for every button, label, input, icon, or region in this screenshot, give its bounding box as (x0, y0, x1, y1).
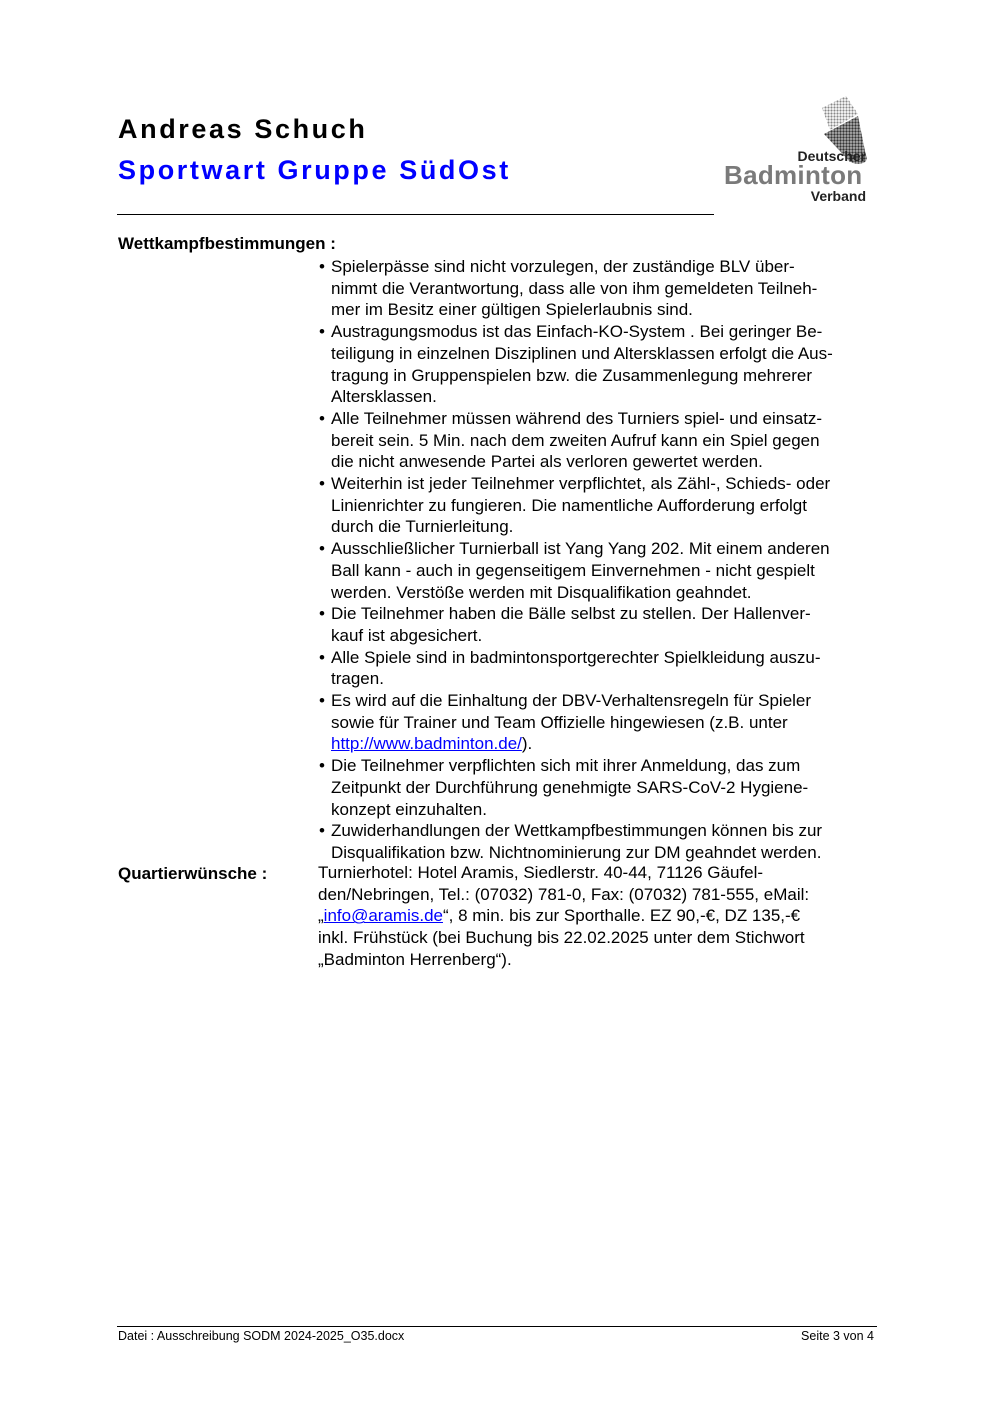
bullet-dot-icon: • (319, 691, 325, 711)
bullet-item (318, 820, 888, 863)
bullet-item (318, 538, 888, 603)
footer-page-number: Seite 3 von 4 (801, 1329, 874, 1343)
bullet-line: teiligung in einzelnen Disziplinen und Altersklassen erfolgt die Aus- (331, 343, 833, 363)
bullet-dot-icon: • (319, 821, 325, 841)
quartier-line: „Badminton Herrenberg“). (318, 949, 512, 969)
quartier-line: inkl. Frühstück (bei Buchung bis 22.02.2025 unter dem Stichwort (318, 928, 805, 948)
quote-open: „ (318, 906, 324, 926)
bullet-dot-icon: • (319, 474, 325, 494)
bullet-line: tragen. (331, 669, 384, 689)
bullet-dot-icon: • (319, 257, 325, 276)
quartier-text (318, 862, 888, 971)
bullet-line: Ball kann - auch in gegenseitigem Einvernehmen - nicht gespielt (331, 560, 815, 580)
wettkampf-bullet-list (318, 256, 888, 864)
bullet-item (318, 408, 888, 473)
bullet-line: konzept einzuhalten. (331, 799, 487, 819)
bullet-item (318, 256, 888, 321)
bullet-line (331, 733, 888, 755)
bullet-item (318, 603, 888, 646)
bullet-line: Disqualifikation bzw. Nichtnominierung zur DM geahndet werden. (331, 842, 822, 862)
bullet-dot-icon: • (319, 539, 325, 559)
bullet-line: Spielerpässe sind nicht vorzulegen, der zuständige BLV über- (331, 257, 795, 276)
author-role: Sportwart Gruppe SüdOst (118, 155, 511, 185)
bullet-dot-icon: • (319, 408, 325, 428)
bullet-line: Die Teilnehmer haben die Bälle selbst zu stellen. Der Hallenver- (331, 604, 811, 624)
header-divider (117, 214, 714, 215)
bullet-item (318, 473, 888, 538)
bullet-dot-icon: • (319, 604, 325, 624)
bullet-dot-icon: • (319, 647, 325, 667)
bullet-item (318, 755, 888, 820)
footer-file-name: Datei : Ausschreibung SODM 2024-2025_O35.docx (118, 1329, 405, 1343)
email-link[interactable]: info@aramis.de (323, 906, 443, 926)
logo-text-deutscher: Deutscher (797, 148, 866, 164)
bullet-line: bereit sein. 5 Min. nach dem zweiten Aufruf kann ein Spiel gegen (331, 430, 820, 450)
bullet-line: mer im Besitz einer gültigen Spielerlaubnis sind. (331, 300, 693, 320)
quartier-line: den/Nebringen, Tel.: (07032) 781-0, Fax: (07032) 781-555, eMail: (318, 884, 810, 904)
quartier-line: Turnierhotel: Hotel Aramis, Siedlerstr. 40-44, 71126 Gäufel- (318, 863, 764, 882)
bullet-dot-icon: • (319, 322, 325, 342)
bullet-line: werden. Verstöße werden mit Disqualifikation geahndet. (331, 582, 752, 602)
bullet-item (318, 690, 888, 755)
bullet-line: tragung in Gruppenspielen bzw. die Zusammenlegung mehrerer (331, 365, 812, 385)
bullet-line: kauf ist abgesichert. (331, 625, 483, 645)
quartier-line (318, 905, 888, 927)
bullet-line: Es wird auf die Einhaltung der DBV-Verhaltensregeln für Spieler (331, 691, 812, 711)
bullet-line: Ausschließlicher Turnierball ist Yang Yang 202. Mit einem anderen (331, 539, 830, 559)
logo-text-badminton: Badminton (724, 160, 863, 190)
website-link[interactable]: http://www.badminton.de/ (331, 734, 522, 754)
bullet-item (318, 321, 888, 408)
bullet-line: Linienrichter zu fungieren. Die namentliche Aufforderung erfolgt (331, 495, 807, 515)
quartier-line-rest: “, 8 min. bis zur Sporthalle. EZ 90,-€, DZ 135,-€ (442, 906, 801, 926)
bullet-line: Alle Teilnehmer müssen während des Turniers spiel- und einsatz- (331, 408, 823, 428)
bullet-line: Altersklassen. (331, 387, 437, 407)
bullet-line: Die Teilnehmer verpflichten sich mit ihrer Anmeldung, das zum (331, 756, 801, 776)
link-suffix: ). (521, 734, 533, 754)
bullet-line: Alle Spiele sind in badmintonsportgerechter Spielkleidung auszu- (331, 647, 821, 667)
bullet-line: Zuwiderhandlungen der Wettkampfbestimmungen können bis zur (331, 821, 823, 841)
section-label-quartier: Quartierwünsche : (118, 864, 268, 883)
bullet-line: nimmt die Verantwortung, dass alle von ihm gemeldeten Teilneh- (331, 278, 818, 298)
footer-divider (117, 1326, 877, 1327)
bullet-dot-icon: • (319, 756, 325, 776)
dbv-logo (716, 94, 876, 206)
bullet-line: sowie für Trainer und Team Offizielle hingewiesen (z.B. unter (331, 712, 788, 732)
bullet-line: Weiterhin ist jeder Teilnehmer verpflichtet, als Zähl-, Schieds- oder (331, 474, 831, 494)
logo-text-verband: Verband (810, 188, 866, 204)
author-name: Andreas Schuch (118, 114, 368, 144)
bullet-line: durch die Turnierleitung. (331, 517, 514, 537)
section-label-wettkampf: Wettkampfbestimmungen : (118, 234, 336, 253)
bullet-line: Zeitpunkt der Durchführung genehmigte SARS-CoV-2 Hygiene- (331, 777, 809, 797)
bullet-item (318, 647, 888, 690)
bullet-line: die nicht anwesende Partei als verloren gewertet werden. (331, 452, 763, 472)
bullet-line: Austragungsmodus ist das Einfach-KO-System . Bei geringer Be- (331, 322, 823, 342)
